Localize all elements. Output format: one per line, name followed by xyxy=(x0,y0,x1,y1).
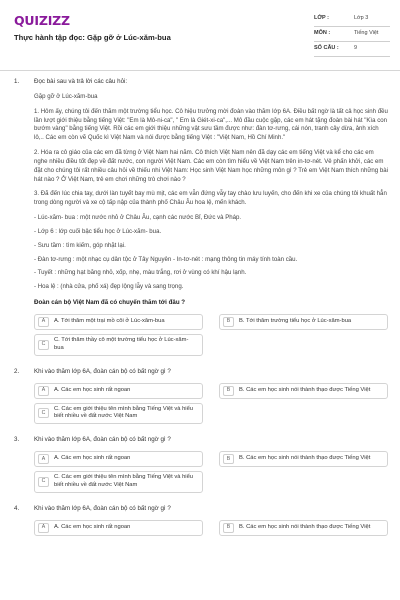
glossary-item: - Đàn tơ-rưng : một nhạc cụ dân tộc ở Tây Nguyên - In-tơ-nét : mạng thông tin máy tính toàn cầu. xyxy=(34,255,298,263)
meta-value: Tiếng Việt xyxy=(354,30,379,37)
answer-option-b[interactable] xyxy=(219,451,388,467)
option-text: B. Các em học sinh nói thành thạo được Tiếng Việt xyxy=(239,455,371,462)
option-text: B. Tới thăm trường tiểu học ở Lúc-xăm-bua xyxy=(239,318,352,325)
question-number: 3. xyxy=(14,436,20,444)
answer-option-a[interactable] xyxy=(34,314,203,330)
answer-option-c[interactable] xyxy=(34,471,203,493)
story-title: Gặp gỡ ở Lúc-xăm-bua xyxy=(34,92,98,100)
question-3 xyxy=(14,436,388,493)
option-letter: A xyxy=(38,454,49,464)
answer-option-a[interactable] xyxy=(34,383,203,399)
answer-options xyxy=(34,383,388,425)
meta-label: SỐ CÂU : xyxy=(314,45,339,52)
option-text: A. Tới thăm một trại mồ côi ở Lúc-xăm-bua xyxy=(54,318,165,325)
option-letter: B xyxy=(223,386,234,396)
option-letter: B xyxy=(223,317,234,327)
option-text: A. Các em học sinh rất ngoan xyxy=(54,455,131,462)
meta-value: 9 xyxy=(354,45,358,52)
option-text: A. Các em học sinh rất ngoan xyxy=(54,386,131,393)
glossary-item: - Lúc-xăm- bua : một nước nhỏ ở Châu Âu, cạnh các nước Bỉ, Đức và Pháp. xyxy=(34,214,242,222)
option-text: B. Các em học sinh nói thành thạo được Tiếng Việt xyxy=(239,386,371,393)
option-text: B. Các em học sinh nói thành thạo được Tiếng Việt xyxy=(239,523,371,530)
sub-question: Đoàn cán bộ Việt Nam đã có chuyến thăm tới đâu ? xyxy=(34,299,186,307)
answer-options xyxy=(34,520,388,536)
question-prompt: Khi vào thăm lớp 6A, đoàn cán bộ có bất ngờ gì ? xyxy=(34,504,171,512)
option-letter: C xyxy=(38,477,49,487)
worksheet-title: Thực hành tập đọc: Gặp gỡ ở Lúc-xăm-bua xyxy=(14,33,171,42)
glossary-item: - Sưu tầm : tìm kiếm, góp nhặt lại. xyxy=(34,241,126,249)
option-letter: C xyxy=(38,408,49,418)
question-4 xyxy=(14,505,388,536)
answer-option-b[interactable] xyxy=(219,520,388,536)
question-prompt: Khi vào thăm lớp 6A, đoàn cán bộ có bất ngờ gì ? xyxy=(34,436,171,444)
answer-option-b[interactable] xyxy=(219,314,388,330)
answer-option-c[interactable] xyxy=(34,334,203,356)
question-number: 2. xyxy=(14,367,20,375)
meta-row-count xyxy=(314,42,390,57)
question-prompt: Khi vào thăm lớp 6A, đoàn cán bộ có bất ngờ gì ? xyxy=(34,367,171,375)
option-letter: B xyxy=(223,454,234,464)
answer-option-c[interactable] xyxy=(34,403,203,425)
option-letter: A xyxy=(38,523,49,533)
question-number: 1. xyxy=(14,78,20,85)
option-letter: C xyxy=(38,340,49,350)
answer-option-a[interactable] xyxy=(34,520,203,536)
glossary-item: - Hoa lệ : (nhà cửa, phố xá) đẹp lộng lẫy và sang trọng. xyxy=(34,283,184,291)
glossary-item: - Lớp 6 : lớp cuối bậc tiểu học ở Lúc-xăm- bua. xyxy=(34,227,162,235)
question-1 xyxy=(14,78,388,356)
option-text: A. Các em học sinh rất ngoan xyxy=(54,523,131,530)
glossary-item: - Tuyết : những hạt băng nhỏ, xốp, nhẹ, màu trắng, rơi ở vùng có khí hậu lạnh. xyxy=(34,269,247,277)
option-text: C. Tới thăm thầy cô một trường tiểu học ở Lúc-xăm-bua xyxy=(54,337,189,351)
meta-label: MÔN : xyxy=(314,30,331,37)
question-2 xyxy=(14,368,388,425)
meta-table xyxy=(314,12,390,57)
answer-option-b[interactable] xyxy=(219,383,388,399)
answer-option-a[interactable] xyxy=(34,451,203,467)
option-text: C. Các em giới thiệu tên mình bằng Tiếng Việt và hiểu biết nhiều về đất nước Việt Nam xyxy=(54,405,194,420)
story-paragraph: 2. Hóa ra cô giáo của các em đã từng ở Việt Nam hai năm. Cô thích Việt Nam nên đã dạy các em tiếng Việt và kể cho các em nghe nhiều điều tốt đẹp về đất nước, con người Việt Nam. Các em còn tìm hiểu về Việt Nam trên in-tơ-nét. Vẻ phấn khởi, các em đặt cho chúng tôi rất nhiều câu hỏi về thiếu nhi Việt Nam: Học sinh Việt Nam học những môn gì ? Trẻ em Việt Nam thích những bài hát nào ? Ở Việt Nam, trẻ em chơi những trò chơi nào ? xyxy=(34,149,389,183)
story-paragraph: 1. Hôm ấy, chúng tôi đến thăm một trường tiểu học. Cô hiệu trưởng mời đoàn vào thăm lớp 6A. Điều bất ngờ là tất cả học sinh đều lần lượt giới thiệu bằng tiếng Việt: "Em là Mô-ni-ca", " Em là Giét-xi-ca",... Mô đầu cuộc gặp, các em hát tặng đoàn bài hát "Kìa con bướm vàng" bằng tiếng Việt. Rồi các em giới thiệu những vật sưu tầm được như: đàn tơ-rưng, cái nón, tranh cây dừa, ảnh xích lô,.. Các em còn vẽ Quốc kì Việt Nam và nói được bằng tiếng Việt : "Việt Nam, Hồ Chí Minh." xyxy=(34,107,388,142)
option-letter: A xyxy=(38,317,49,327)
questions-list xyxy=(14,78,388,543)
header-divider xyxy=(0,70,400,71)
option-letter: B xyxy=(223,523,234,533)
quizizz-logo[interactable]: QUIZIZZ xyxy=(14,13,70,28)
worksheet-header xyxy=(0,0,400,62)
answer-options xyxy=(34,451,388,493)
meta-row-grade xyxy=(314,12,390,27)
option-letter: A xyxy=(38,386,49,396)
option-text: C. Các em giới thiệu tên mình bằng Tiếng Việt và hiểu biết nhiều về đất nước Việt Nam xyxy=(54,474,194,489)
meta-label: LỚP : xyxy=(314,15,329,22)
question-number: 4. xyxy=(14,504,20,512)
answer-options xyxy=(34,314,388,356)
story-paragraph: 3. Đã đến lúc chia tay, dưới làn tuyết bay mù mịt, các em vẫn đứng vẫy tay chào lưu luyến, cho đến khi xe của chúng tôi khuất hẳn trong dòng người và xe cộ tấp nập của thành phố Châu Âu hoa lệ, mến khách. xyxy=(34,190,387,207)
meta-row-subject xyxy=(314,27,390,42)
meta-value: Lớp 3 xyxy=(354,15,369,22)
question-prompt: Đọc bài sau và trả lời các câu hỏi: xyxy=(34,78,128,85)
